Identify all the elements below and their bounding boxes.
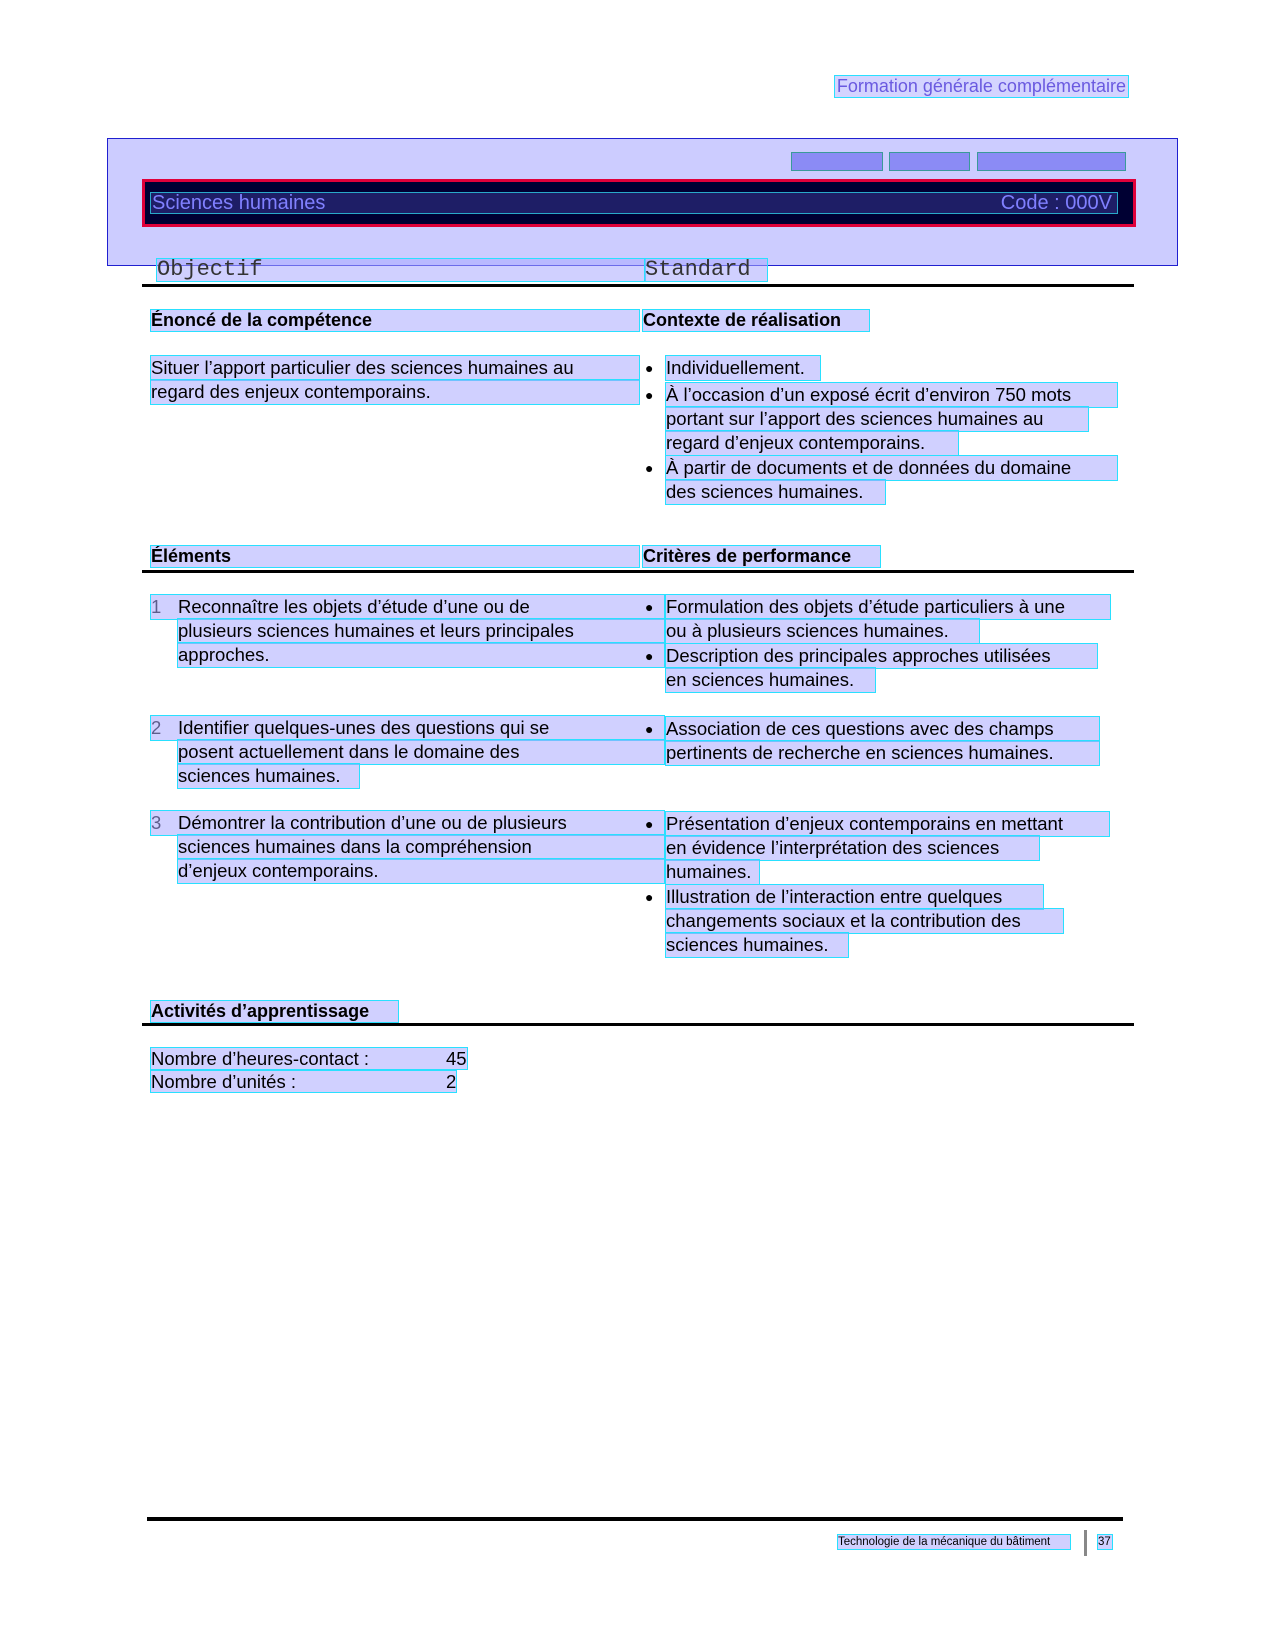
footer-title: Technologie de la mécanique du bâtiment	[838, 1535, 1070, 1549]
criterion-line: changements sociaux et la contribution des	[666, 909, 1063, 933]
bullet-icon: ●	[645, 460, 654, 476]
units-label: Nombre d’unités :	[151, 1071, 296, 1092]
competence-line: regard des enjeux contemporains.	[151, 380, 639, 404]
contexte-item: À l’occasion d’un exposé écrit d’environ 750 mots	[666, 383, 1117, 407]
criterion-line: Formulation des objets d’étude particuliers à une	[666, 595, 1110, 619]
element-line: Reconnaître les objets d’étude d’une ou de	[151, 595, 664, 619]
divider	[142, 1023, 1134, 1026]
element-line: sciences humaines.	[178, 764, 359, 788]
bullet-icon: ●	[645, 648, 654, 664]
hours-value: 45	[446, 1048, 467, 1069]
units-value: 2	[446, 1071, 457, 1092]
criterion-line: Illustration de l’interaction entre quelques	[666, 885, 1043, 909]
contexte-item: Individuellement.	[666, 356, 820, 380]
criterion-line: Description des principales approches utilisées	[666, 644, 1097, 668]
units-row	[151, 1071, 456, 1092]
competence-heading: Énoncé de la compétence	[151, 310, 639, 331]
criterion-line: sciences humaines.	[666, 933, 848, 957]
bullet-icon: ●	[645, 360, 654, 376]
criterion-line: Présentation d’enjeux contemporains en mettant	[666, 812, 1109, 836]
hours-label: Nombre d’heures-contact :	[151, 1048, 369, 1069]
criteres-heading: Critères de performance	[643, 546, 880, 567]
bullet-icon: ●	[645, 816, 654, 832]
element-line: Démontrer la contribution d’une ou de plusieurs	[151, 811, 664, 835]
contexte-item: portant sur l’apport des sciences humaines au	[666, 407, 1088, 431]
hours-row	[151, 1048, 467, 1069]
criterion-line: pertinents de recherche en sciences humaines.	[666, 741, 1099, 765]
competence-line: Situer l’apport particulier des sciences humaines au	[151, 356, 639, 380]
activities-heading: Activités d’apprentissage	[151, 1001, 398, 1022]
subject-title: Sciences humaines	[152, 192, 326, 214]
header-cell	[978, 153, 1125, 170]
elements-heading: Éléments	[151, 546, 639, 567]
bullet-icon: ●	[645, 387, 654, 403]
objectif-heading: Objectif	[157, 259, 645, 281]
contexte-item: regard d’enjeux contemporains.	[666, 431, 958, 455]
criterion-line: ou à plusieurs sciences humaines.	[666, 619, 979, 643]
bullet-icon: ●	[645, 599, 654, 615]
element-line: d’enjeux contemporains.	[178, 859, 664, 883]
bullet-icon: ●	[645, 721, 654, 737]
divider	[142, 284, 1134, 287]
criterion-line: en sciences humaines.	[666, 668, 875, 692]
element-line: posent actuellement dans le domaine des	[178, 740, 664, 764]
element-line: Identifier quelques-unes des questions qui se	[151, 716, 664, 740]
divider	[142, 570, 1134, 573]
footer-separator	[1084, 1530, 1087, 1556]
page-number: 37	[1098, 1536, 1111, 1548]
contexte-item: À partir de documents et de données du domaine	[666, 456, 1117, 480]
header-cell	[792, 153, 882, 170]
course-code: Code : 000V	[1000, 192, 1112, 214]
contexte-item: des sciences humaines.	[666, 480, 885, 504]
header-cell	[890, 153, 969, 170]
criterion-line: humaines.	[666, 860, 759, 884]
bullet-icon: ●	[645, 889, 654, 905]
standard-heading: Standard	[645, 259, 767, 281]
criterion-line: en évidence l’interprétation des sciences	[666, 836, 1039, 860]
element-line: plusieurs sciences humaines et leurs principales	[178, 619, 664, 643]
footer-rule	[147, 1517, 1123, 1521]
contexte-heading: Contexte de réalisation	[643, 310, 869, 331]
section-label: Formation générale complémentaire	[836, 76, 1126, 96]
element-line: approches.	[178, 643, 664, 667]
element-line: sciences humaines dans la compréhension	[178, 835, 664, 859]
criterion-line: Association de ces questions avec des champs	[666, 717, 1099, 741]
